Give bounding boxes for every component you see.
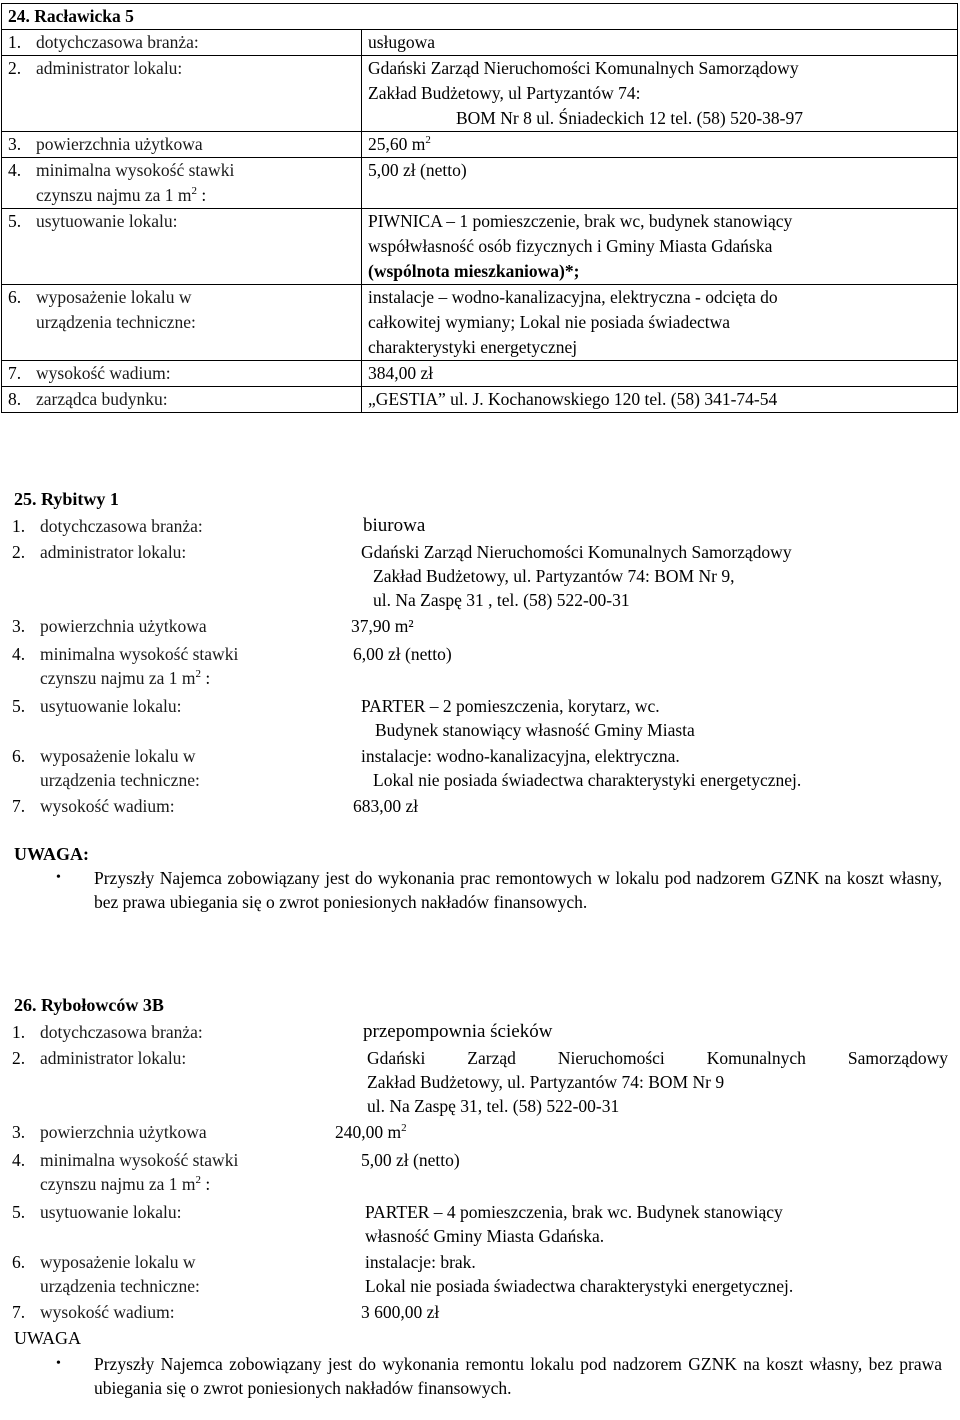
field-value: biurowa — [363, 515, 426, 536]
item-number: 7. — [12, 1302, 26, 1322]
uwaga-text: Przyszły Najemca zobowiązany jest do wykonania prac remontowych w lokalu pod nadzorem GZNK na koszt własny, bez prawa ubiegania się o zwrot poniesionych nakładów finansowych. — [94, 868, 942, 912]
table-row — [2, 387, 958, 413]
item-number: 3. — [12, 616, 26, 636]
value-line: instalacje: wodno-kanalizacyjna, elektryczna. — [361, 746, 680, 766]
field-value — [355, 1046, 948, 1118]
field-value: przepompownia ścieków — [363, 1021, 553, 1042]
bullet-icon: • — [56, 1356, 61, 1371]
list-item: 4. minimalna wysokość stawki czynszu najmu za 1 $m^2$ : 6,00 zł (netto) — [12, 642, 948, 690]
section-24-table — [1, 3, 958, 413]
item-number: 7. — [8, 363, 22, 383]
field-label: powierzchnia użytkowa — [40, 1122, 207, 1142]
value-line: Zakład Budżetowy, ul. Partyzantów 74: BOM Nr 9 — [367, 1072, 725, 1092]
field-value: 5,00 zł (netto) — [362, 158, 958, 209]
uwaga-text: Przyszły Najemca zobowiązany jest do wykonania remontu lokalu pod nadzorem GZNK na koszt własny, bez prawa ubiegania się o zwrot poniesionych nakładów finansowych. — [94, 1354, 942, 1398]
list-item — [12, 614, 948, 638]
table-row — [2, 30, 958, 56]
item-number: 7. — [12, 796, 26, 816]
list-item — [12, 744, 948, 792]
table-row — [2, 56, 958, 132]
item-number: 4. — [8, 160, 22, 180]
field-label: usytuowanie lokalu: — [40, 1202, 182, 1222]
field-value — [362, 285, 958, 361]
list-item — [12, 1300, 948, 1324]
section-24-title-row — [2, 4, 958, 30]
superscript: 2 — [195, 1174, 202, 1186]
list-item — [12, 694, 948, 742]
field-value — [355, 744, 948, 792]
item-number: 8. — [8, 389, 22, 409]
section-26 — [12, 992, 948, 1400]
table-row — [2, 132, 958, 158]
field-label: wysokość wadium: — [36, 363, 171, 383]
field-value — [362, 56, 958, 132]
section-title: 24. Racławicka 5 — [2, 4, 958, 30]
field-value: usługowa — [362, 30, 958, 56]
item-number: 4. — [12, 1150, 26, 1170]
field-label: dotychczasowa branża: — [40, 516, 203, 536]
field-label: usytuowanie lokalu: — [40, 696, 182, 716]
field-value — [355, 1200, 948, 1248]
field-label: dotychczasowa branża: — [36, 32, 199, 52]
item-number: 1. — [8, 32, 22, 52]
value-line: ul. Na Zaspę 31 , tel. (58) 522-00-31 — [373, 590, 630, 610]
field-label: administrator lokalu: — [40, 1048, 187, 1068]
item-number: 6. — [12, 1252, 26, 1272]
value-line: BOM Nr 8 ul. Śniadeckich 12 tel. (58) 520-38-97 — [455, 108, 804, 128]
value-line: instalacje: brak. — [365, 1252, 476, 1272]
field-value — [362, 209, 958, 285]
field-label: minimalna wysokość stawki — [36, 160, 235, 180]
superscript: 2 — [401, 1122, 407, 1134]
value-line: całkowitej wymiany; Lokal nie posiada świadectwa — [368, 312, 731, 332]
field-label: dotychczasowa branża: — [40, 1022, 203, 1042]
value-line: Gdański Zarząd Nieruchomości Komunalnych Samorządowy — [367, 1048, 948, 1068]
field-label-line2: czynszu najmu za 1 m — [40, 668, 196, 688]
value-line: Gdański Zarząd Nieruchomości Komunalnych Samorządowy — [361, 542, 792, 562]
table-row — [2, 209, 958, 285]
item-number: 1. — [12, 1022, 26, 1042]
item-number: 6. — [8, 287, 22, 307]
field-label: wyposażenie lokalu w — [40, 1252, 196, 1272]
item-number: 6. — [12, 746, 26, 766]
value-line: własność Gminy Miasta Gdańska. — [365, 1226, 605, 1246]
value-line: PIWNICA – 1 pomieszczenie, brak wc, budynek stanowiący — [368, 211, 793, 231]
field-label-line2: urządzenia techniczne: — [40, 770, 200, 790]
field-value: 683,00 zł — [353, 796, 419, 816]
field-value: 25,60 $m^2$ — [362, 132, 958, 158]
item-number: 1. — [12, 516, 26, 536]
value-line: instalacje – wodno-kanalizacyjna, elektryczna - odcięta do — [368, 287, 778, 307]
value-line: Budynek stanowiący własność Gminy Miasta — [375, 720, 695, 740]
list-item — [12, 1250, 948, 1298]
section-25 — [12, 486, 948, 914]
value-line: (wspólnota mieszkaniowa)*; — [368, 261, 580, 281]
field-label: powierzchnia użytkowa — [40, 616, 207, 636]
section-title: 25. Rybitwy 1 — [14, 489, 119, 509]
uwaga-heading: UWAGA: — [14, 844, 89, 864]
list-item — [12, 1046, 948, 1118]
value-line: PARTER – 4 pomieszczenia, brak wc. Budynek stanowiący — [365, 1202, 783, 1222]
item-number: 3. — [12, 1122, 26, 1142]
field-label-line2: urządzenia techniczne: — [36, 312, 196, 332]
field-label: administrator lokalu: — [36, 58, 183, 78]
item-number: 2. — [12, 1048, 26, 1068]
value-line: charakterystyki energetycznej — [368, 337, 578, 357]
field-value — [355, 540, 948, 612]
field-value: 3 600,00 zł — [361, 1302, 440, 1322]
value-line: Zakład Budżetowy, ul Partyzantów 74: — [368, 83, 641, 103]
list-item — [12, 540, 948, 612]
field-label: administrator lokalu: — [40, 542, 187, 562]
list-item — [12, 794, 948, 818]
table-row — [2, 285, 958, 361]
value-line: Lokal nie posiada świadectwa charakterystyki energetycznej. — [365, 1276, 794, 1296]
field-label: wysokość wadium: — [40, 1302, 175, 1322]
value-line: współwłasność osób fizycznych i Gminy Miasta Gdańska — [368, 236, 773, 256]
field-label: wyposażenie lokalu w — [36, 287, 192, 307]
field-value: 240,00 $m^2$ — [335, 1122, 407, 1142]
field-label: powierzchnia użytkowa — [36, 134, 203, 154]
value-line: Lokal nie posiada świadectwa charakterystyki energetycznej. — [373, 770, 802, 790]
item-number: 2. — [12, 542, 26, 562]
field-label: minimalna wysokość stawki — [40, 1150, 239, 1170]
field-label-line2: czynszu najmu za 1 m — [36, 185, 192, 205]
field-value — [355, 694, 948, 742]
section-title: 26. Rybołowców 3B — [14, 995, 164, 1015]
item-number: 5. — [12, 696, 26, 716]
field-value: „GESTIA” ul. J. Kochanowskiego 120 tel. (58) 341-74-54 — [362, 387, 958, 413]
list-item — [12, 1120, 948, 1144]
field-value: 37,90 m² — [351, 616, 414, 636]
field-label-line2: czynszu najmu za 1 m — [40, 1174, 196, 1194]
field-value: 6,00 zł (netto) — [353, 644, 452, 664]
item-number: 3. — [8, 134, 22, 154]
field-value — [355, 1250, 948, 1298]
value-line: ul. Na Zaspę 31, tel. (58) 522-00-31 — [367, 1096, 620, 1116]
table-row — [2, 361, 958, 387]
field-label: minimalna wysokość stawki — [40, 644, 239, 664]
field-label: wysokość wadium: — [40, 796, 175, 816]
bullet-icon: • — [56, 870, 61, 885]
superscript: 2 — [191, 185, 198, 197]
value-line: PARTER – 2 pomieszczenia, korytarz, wc. — [361, 696, 660, 716]
superscript: 2 — [195, 668, 202, 680]
field-value: 384,00 zł — [362, 361, 958, 387]
list-item — [12, 1200, 948, 1248]
table-row: 4. minimalna wysokość stawki czynszu najmu za 1 $m^2$ : 5,00 zł (netto) — [2, 158, 958, 209]
value-line: Gdański Zarząd Nieruchomości Komunalnych Samorządowy — [368, 58, 799, 78]
field-label: zarządca budynku: — [36, 389, 168, 409]
list-item — [12, 1020, 948, 1044]
item-number: 4. — [12, 644, 26, 664]
field-label: usytuowanie lokalu: — [36, 211, 178, 231]
list-item — [12, 514, 948, 538]
uwaga-bullet-item — [56, 866, 942, 914]
uwaga-bullet-item — [56, 1352, 942, 1400]
item-number: 5. — [12, 1202, 26, 1222]
value-line: Zakład Budżetowy, ul. Partyzantów 74: BOM Nr 9, — [373, 566, 735, 586]
uwaga-heading: UWAGA — [14, 1328, 81, 1348]
field-value: 5,00 zł (netto) — [361, 1150, 460, 1170]
item-number: 2. — [8, 58, 22, 78]
field-label-line2: urządzenia techniczne: — [40, 1276, 200, 1296]
item-number: 5. — [8, 211, 22, 231]
field-label: wyposażenie lokalu w — [40, 746, 196, 766]
list-item: 4. minimalna wysokość stawki czynszu najmu za 1 $m^2$ : 5,00 zł (netto) — [12, 1148, 948, 1196]
superscript: 2 — [425, 134, 431, 146]
